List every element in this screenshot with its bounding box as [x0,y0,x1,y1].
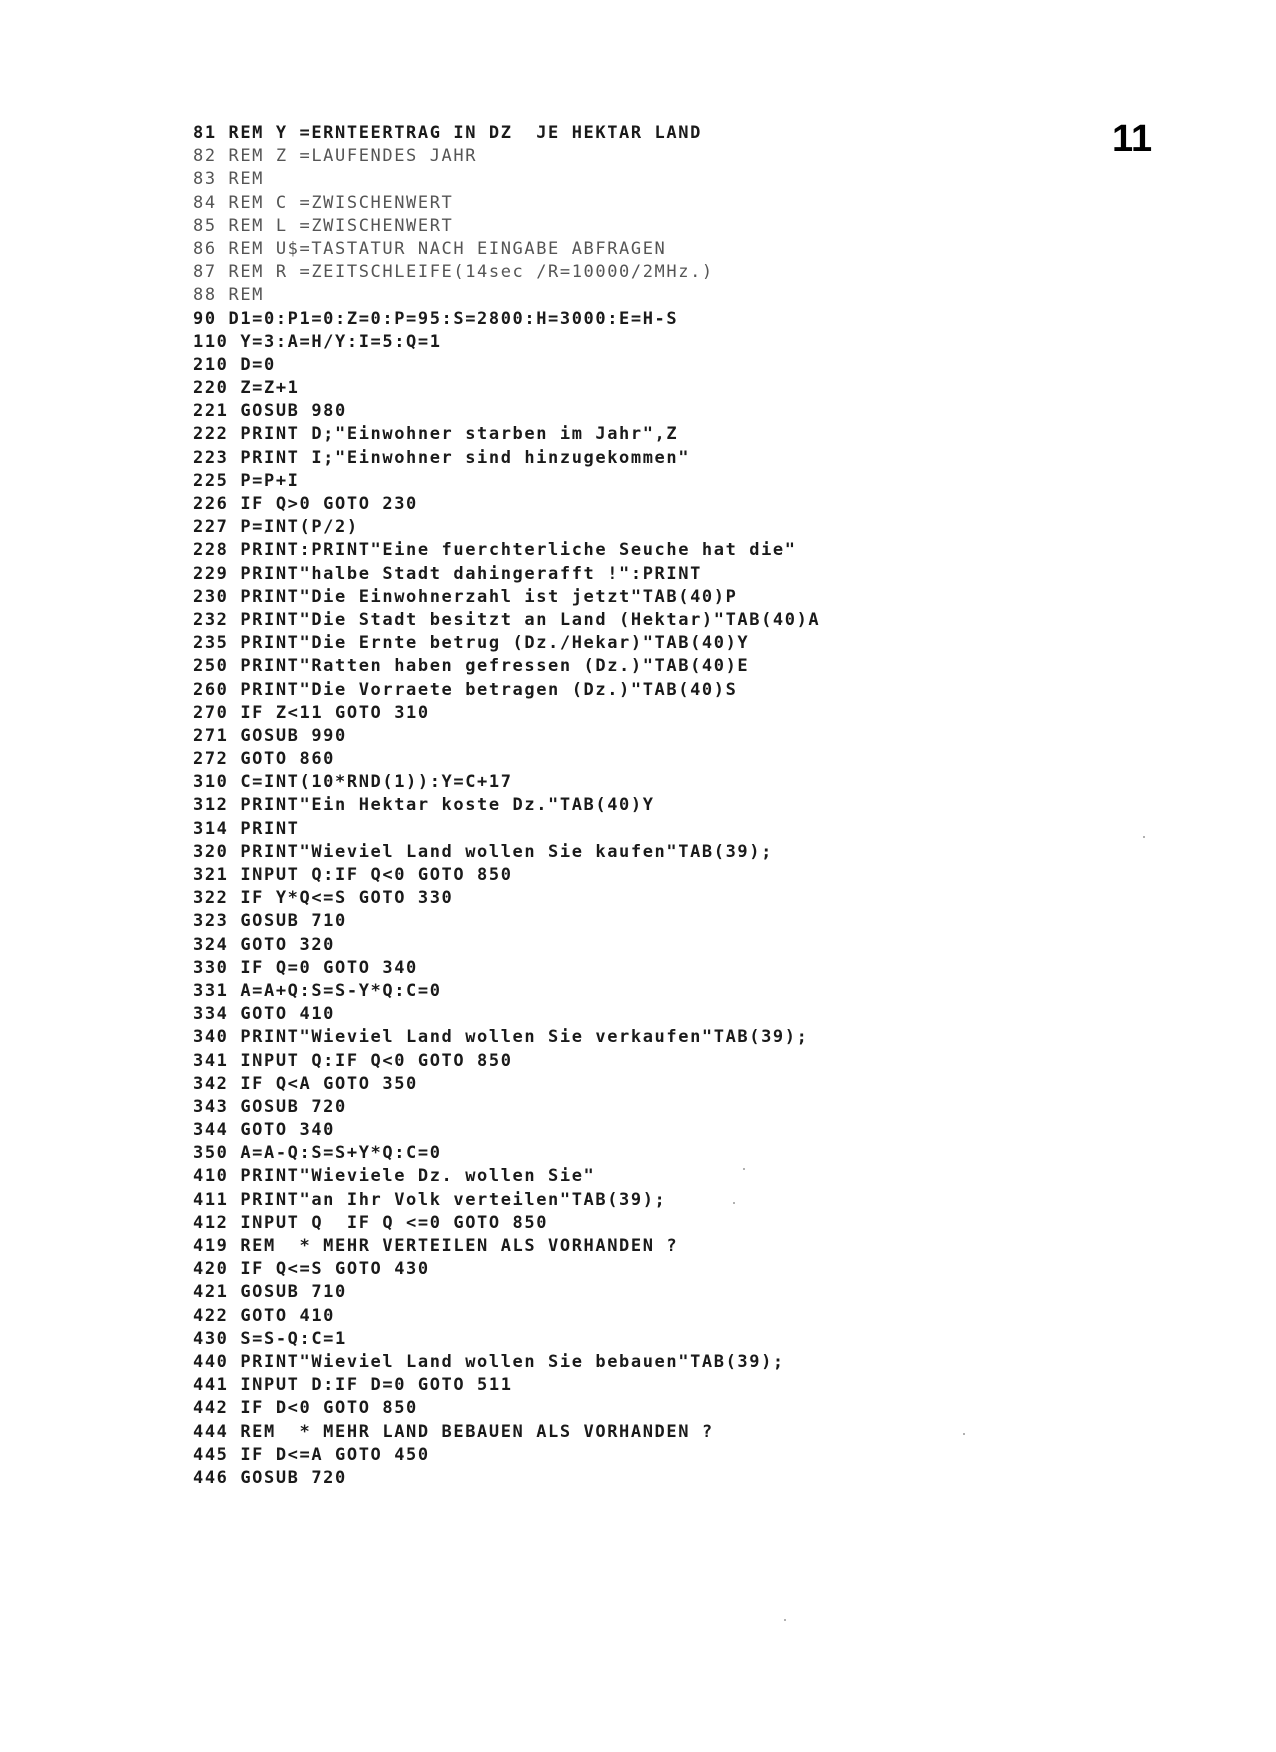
listing-line: 321 INPUT Q:IF Q<0 GOTO 850 [193,865,513,885]
listing-line: 334 GOTO 410 [193,1004,336,1025]
listing-line: 110 Y=3:A=H/Y:I=5:Q=1 [193,331,442,352]
scan-speck [963,1433,965,1435]
listing-line: 85 REM L =ZWISCHENWERT [193,215,454,236]
listing-line: 330 IF Q=0 GOTO 340 [193,957,418,978]
listing-line: 331 A=A+Q:S=S-Y*Q:C=0 [193,980,442,1001]
listing-line: 86 REM U$=TASTATUR NACH EINGABE ABFRAGEN [193,238,667,259]
listing-line: 344 GOTO 340 [193,1120,336,1141]
listing-line: 411 PRINT"an Ihr Volk verteilen"TAB(39); [193,1189,667,1210]
listing-line: 343 GOSUB 720 [193,1096,347,1117]
listing-line: 314 PRINT [193,818,300,839]
listing-line: 446 GOSUB 720 [193,1467,347,1488]
listing-line: 324 GOTO 320 [193,934,336,955]
listing-line: 310 C=INT(10*RND(1)):Y=C+17 [193,772,513,793]
listing-line: 81 REM Y =ERNTEERTRAG IN DZ JE HEKTAR LAND [193,123,702,143]
scan-speck [733,1202,735,1204]
listing-line: 421 GOSUB 710 [193,1282,347,1303]
listing-line: 222 PRINT D;"Einwohner starben im Jahr",Z [193,424,679,445]
listing-line: 87 REM R =ZEITSCHLEIFE(14sec /R=10000/2MHz.) [193,262,714,283]
listing-line: 260 PRINT"Die Vorraete betragen (Dz.)"TAB(40)S [193,679,738,700]
listing-line: 250 PRINT"Ratten haben gefressen (Dz.)"TAB(40)E [193,656,750,677]
listing-line: 442 IF D<0 GOTO 850 [193,1398,418,1419]
listing-line: 340 PRINT"Wieviel Land wollen Sie verkaufen"TAB(39); [193,1027,809,1048]
listing-line: 220 Z=Z+1 [193,378,300,399]
listing-line: 83 REM [193,169,265,190]
listing-line: 82 REM Z =LAUFENDES JAHR [193,146,478,167]
listing-line: 226 IF Q>0 GOTO 230 [193,494,418,514]
listing-line: 271 GOSUB 990 [193,725,347,746]
listing-line: 227 P=INT(P/2) [193,517,359,538]
listing-line: 440 PRINT"Wieviel Land wollen Sie bebauen"TAB(39); [193,1351,785,1372]
listing-line: 341 INPUT Q:IF Q<0 GOTO 850 [193,1050,513,1071]
listing-line: 223 PRINT I;"Einwohner sind hinzugekommen" [193,447,691,468]
listing-line: 225 P=P+I [193,470,300,491]
listing-line: 232 PRINT"Die Stadt besitzt an Land (Hektar)"TAB(40)A [193,609,821,630]
listing-line: 412 INPUT Q IF Q <=0 GOTO 850 [193,1212,549,1233]
listing-line: 410 PRINT"Wieviele Dz. wollen Sie" [193,1166,596,1187]
listing-line: 210 D=0 [193,354,276,375]
listing-line: 342 IF Q<A GOTO 350 [193,1073,418,1094]
listing-line: 444 REM * MEHR LAND BEBAUEN ALS VORHANDEN ? [193,1421,714,1442]
listing-line: 228 PRINT:PRINT"Eine fuerchterliche Seuche hat die" [193,540,797,561]
listing-line: 441 INPUT D:IF D=0 GOTO 511 [193,1375,513,1396]
listing-line: 323 GOSUB 710 [193,911,347,932]
listing-line: 221 GOSUB 980 [193,401,347,422]
listing-line: 420 IF Q<=S GOTO 430 [193,1259,430,1280]
listing-line: 272 GOTO 860 [193,749,336,770]
basic-program-listing [193,118,1233,1490]
listing-line: 88 REM [193,285,265,306]
listing-line: 270 IF Z<11 GOTO 310 [193,702,430,723]
listing-line: 430 S=S-Q:C=1 [193,1328,347,1349]
listing-line: 320 PRINT"Wieviel Land wollen Sie kaufen"TAB(39); [193,841,773,862]
listing-line: 445 IF D<=A GOTO 450 [193,1444,430,1465]
listing-line: 322 IF Y*Q<=S GOTO 330 [193,888,454,909]
listing-line: 422 GOTO 410 [193,1305,336,1326]
listing-line: 84 REM C =ZWISCHENWERT [193,192,454,213]
page-number: 11 [1112,118,1153,160]
listing-line: 235 PRINT"Die Ernte betrug (Dz./Hekar)"TAB(40)Y [193,633,750,654]
listing-line: 90 D1=0:P1=0:Z=0:P=95:S=2800:H=3000:E=H-S [193,308,679,329]
listing-line: 230 PRINT"Die Einwohnerzahl ist jetzt"TAB(40)P [193,586,738,607]
listing-line: 312 PRINT"Ein Hektar koste Dz."TAB(40)Y [193,795,655,816]
scan-speck [743,1168,745,1170]
scan-speck [1143,836,1145,838]
scan-speck [784,1619,786,1621]
listing-line: 350 A=A-Q:S=S+Y*Q:C=0 [193,1143,442,1164]
listing-line: 419 REM * MEHR VERTEILEN ALS VORHANDEN ? [193,1236,679,1256]
listing-line: 229 PRINT"halbe Stadt dahingerafft !":PRINT [193,563,702,584]
